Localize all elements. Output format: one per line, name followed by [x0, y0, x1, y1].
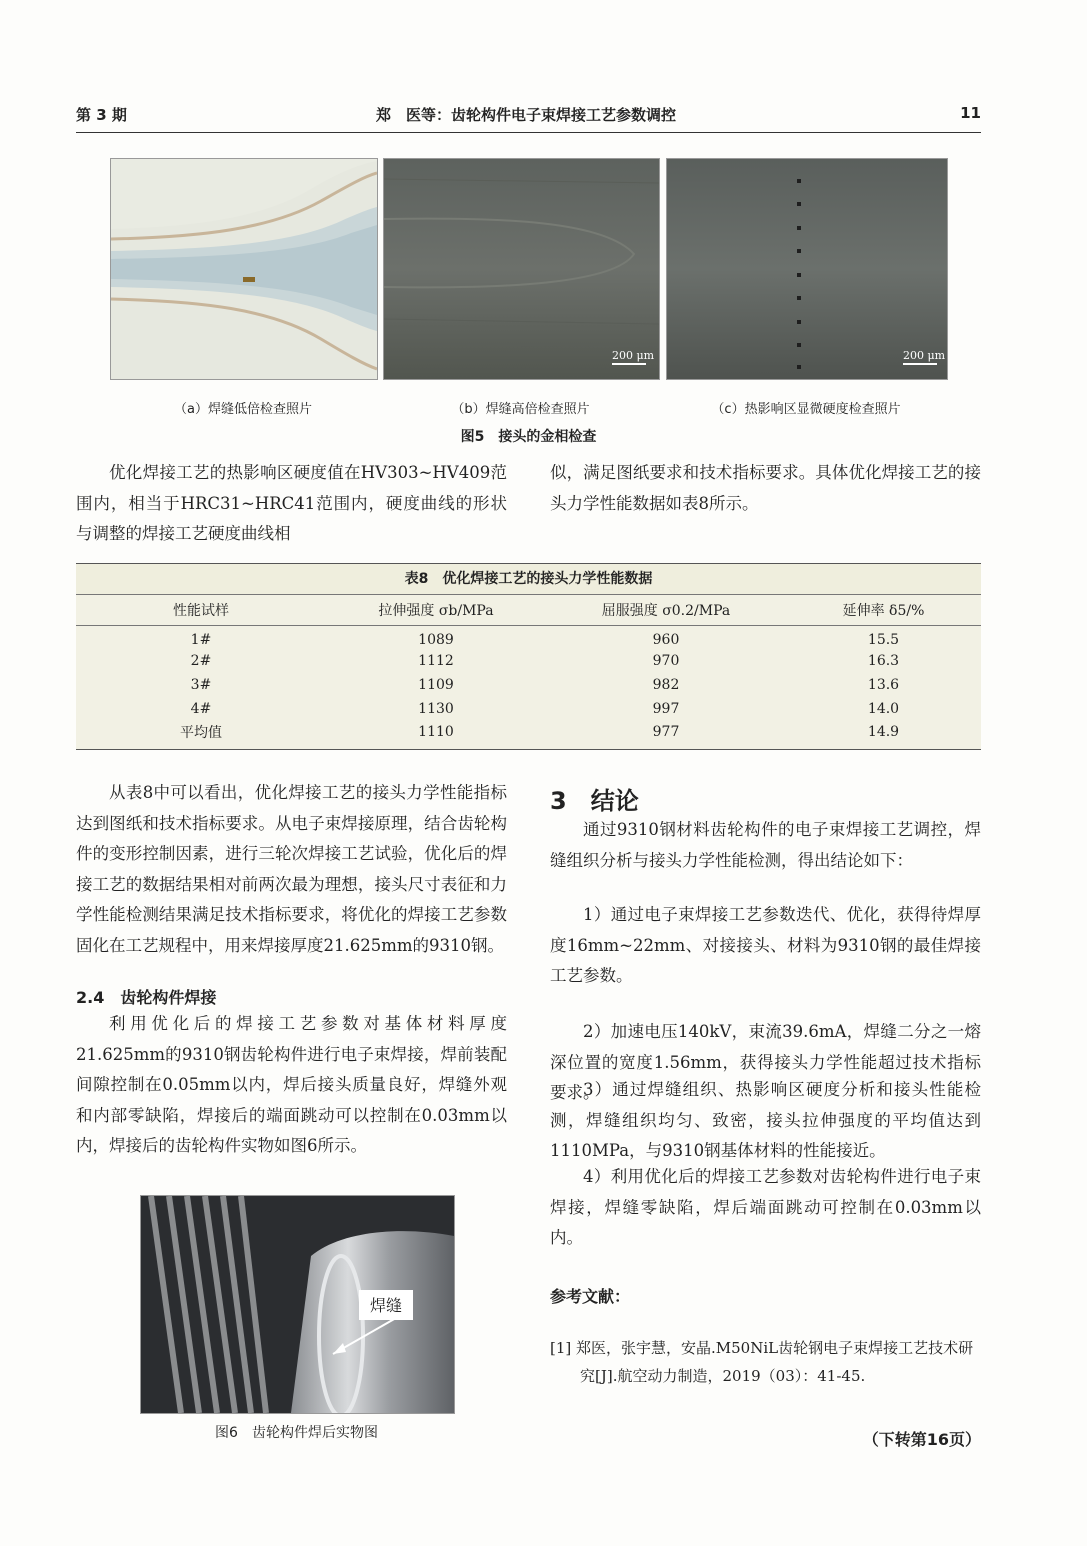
- table8-header: 性能试样: [173, 602, 229, 619]
- table8-header-row: [76, 595, 981, 625]
- table-cell: 1089: [418, 632, 454, 649]
- table8-header: 拉伸强度 σb/MPa: [378, 602, 494, 619]
- hardness-paragraph-left: 优化焊接工艺的热影响区硬度值在HV303~HV409范围内，相当于HRC31~HRC41范围内，硬度曲线的形状与调整的焊接工艺硬度曲线相: [76, 463, 507, 543]
- table-cell: 970: [652, 653, 680, 669]
- table-cell: 14.9: [867, 723, 900, 740]
- table-cell: 1#: [190, 632, 212, 649]
- table-row: [76, 721, 981, 749]
- table-cell: 982: [652, 677, 680, 693]
- section-2-4-heading: 2.4 齿轮构件焊接: [76, 988, 217, 1007]
- figure6-photo: [140, 1195, 455, 1414]
- page-number: 11: [960, 104, 981, 122]
- figure5-photo-c: [666, 158, 948, 380]
- table-cell: 平均值: [180, 724, 222, 741]
- micro-weld-image: [384, 159, 659, 379]
- left-column-para2: 利用优化后的焊接工艺参数对基体材料厚度21.625mm的9310钢齿轮构件进行电子束焊接，焊前装配间隙控制在0.05mm以内，焊后接头质量良好，焊缝外观和内部零缺陷，焊接后的端面跳动可以控制在0.03mm以内，焊接后的齿轮构件实物如图6所示。: [76, 1014, 507, 1155]
- running-title: 郑 医等：齿轮构件电子束焊接工艺参数调控: [376, 106, 677, 124]
- scale-bar-b: 200 μm: [612, 349, 655, 362]
- continued-note: （下转第16页）: [862, 1430, 981, 1449]
- table-row: [76, 625, 981, 649]
- table-cell: 13.6: [867, 677, 900, 693]
- figure5-caption-a: （a）焊缝低倍检查照片: [174, 402, 312, 417]
- table-row: [76, 649, 981, 673]
- table8-header: 屈服强度 σ0.2/MPa: [601, 602, 731, 619]
- table-cell: 16.3: [867, 653, 900, 669]
- table-cell: 15.5: [867, 632, 900, 649]
- table-cell: 3#: [190, 677, 212, 693]
- table-row: [76, 673, 981, 697]
- macro-weld-image: [111, 159, 377, 379]
- section-3-heading: 3 结论: [550, 787, 639, 815]
- references-heading: 参考文献：: [550, 1287, 631, 1306]
- conclusion-intro: 通过9310钢材料齿轮构件的电子束焊接工艺调控，焊缝组织分析与接头力学性能检测，得出结论如下：: [550, 820, 981, 870]
- table-cell: 1112: [418, 653, 454, 669]
- weld-label: 焊缝: [369, 1296, 403, 1315]
- table-cell: 1109: [418, 677, 454, 693]
- running-header: [76, 104, 981, 133]
- table-cell: 2#: [190, 653, 212, 669]
- table-row: [76, 697, 981, 721]
- conclusion-item-4: 4）利用优化后的焊接工艺参数对齿轮构件进行电子束焊接，焊缝零缺陷，焊后端面跳动可控制在0.03mm以内。: [550, 1167, 981, 1247]
- table8-title: 表8 优化焊接工艺的接头力学性能数据: [76, 563, 981, 595]
- table8-block: [76, 563, 981, 750]
- conclusion-item-3: 3）通过焊缝组织、热影响区硬度分析和接头性能检测，焊缝组织均匀、致密，接头拉伸强度的平均值达到1110MPa，与9310钢基体材料的性能接近。: [550, 1080, 981, 1160]
- table-cell: 977: [652, 723, 680, 740]
- table-cell: 1110: [418, 723, 454, 740]
- table-cell: 997: [652, 701, 680, 717]
- figure5-title: 图5 接头的金相检查: [460, 429, 597, 445]
- table-cell: 14.0: [867, 701, 900, 717]
- table-cell: 960: [652, 632, 680, 649]
- table8: [76, 595, 981, 750]
- table8-header: 延伸率 δ5/%: [842, 602, 925, 619]
- left-column-para1: 从表8中可以看出，优化焊接工艺的接头力学性能指标达到图纸和技术指标要求。从电子束焊接原理，结合齿轮构件的变形控制因素，进行三轮次焊接工艺试验，优化后的焊接工艺的数据结果相对前两次最为理想，接头尺寸表征和力学性能检测结果满足技术指标要求，将优化的焊接工艺参数固化在工艺规程中，用来焊接厚度21.625mm的9310钢。: [76, 783, 507, 955]
- figure5-photo-b: [383, 158, 660, 380]
- hardness-image: [667, 159, 947, 379]
- reference-1: [1] 郑医，张宇慧，安晶.M50NiL齿轮钢电子束焊接工艺技术研究[J].航空动力制造，2019（03）：41-45.: [550, 1339, 974, 1385]
- hardness-paragraph-right: 似，满足图纸要求和技术指标要求。具体优化焊接工艺的接头力学性能数据如表8所示。: [550, 463, 981, 513]
- issue-number: 第 3 期: [76, 106, 127, 124]
- table-cell: 4#: [190, 701, 212, 717]
- figure5-photo-a: [110, 158, 378, 380]
- scale-bar-c: 200 μm: [903, 349, 946, 362]
- gear-image: [141, 1196, 454, 1413]
- conclusion-item-1: 1）通过电子束焊接工艺参数迭代、优化，获得待焊厚度16mm~22mm、对接接头、材料为9310钢的最佳焊接工艺参数。: [550, 905, 981, 985]
- figure6-caption: 图6 齿轮构件焊后实物图: [215, 1425, 378, 1441]
- table-cell: 1130: [418, 701, 454, 717]
- conclusion-item-2: 2）加速电压140kV，束流39.6mA，焊缝二分之一熔深位置的宽度1.56mm，获得接头力学性能超过技术指标要求。: [550, 1022, 981, 1102]
- figure5-caption-c: （c）热影响区显微硬度检查照片: [711, 402, 901, 417]
- figure5-caption-b: （b）焊缝高倍检查照片: [451, 402, 590, 417]
